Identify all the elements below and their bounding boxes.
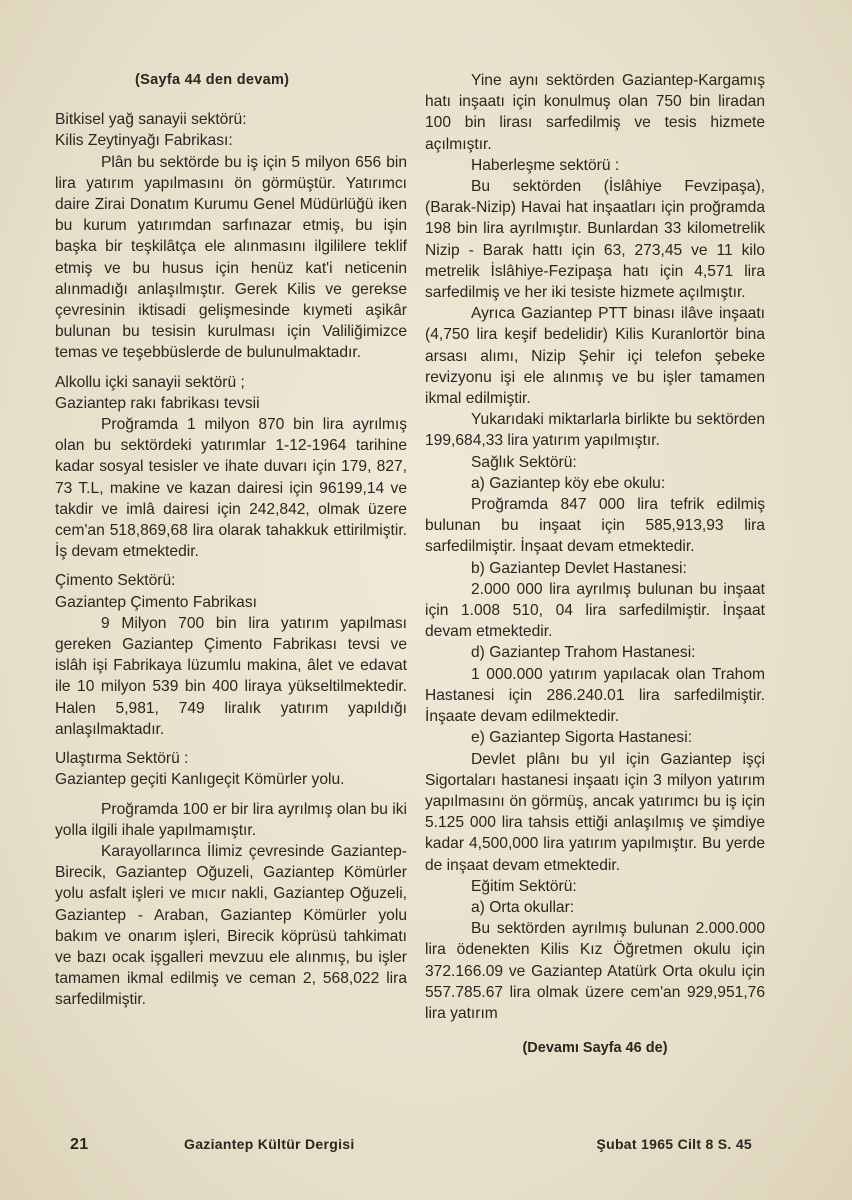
paragraph: Devlet plânı bu yıl için Gaziantep işçi Sigortaları hastanesi inşaatı için 3 milyon yatırım yapılmasını ön görmüş, ancak yatırımcı bu iş için 5.125 000 lira tahsis ettiği anlaşılmış ve şimdiye kadar 4,500,000 lira yatırım yapılmıştır. Bu yerde de inşaat devam etmektedir. [425,750,765,874]
paragraph: Alkollu içki sanayii sektörü ; [55,373,245,391]
paragraph: Karayollarınca İlimiz çevresinde Gaziantep-Birecik, Gaziantep Oğuzeli, Gaziantep Kömürler yolu asfalt işleri ve mıcır nakli, Gaziantep Oğuzeli, Gaziantep - Araban, Gaziantep Kömürler yolu bakım ve onarım işleri, Birecik köprüsü tahkimatı ve bazı ocak işgalleri mevzuu ele alınmış, bu işler tamamen ikmal edilmiş ve ceman 2, 568,022 lira sarfedilmiştir. [55,842,407,1009]
paragraph: Gaziantep geçiti Kanlıgeçit Kömürler yolu. [55,771,345,789]
paragraph: Proğramda 1 milyon 870 bin lira ayrılmış olan bu sektördeki yatırımlar 1-12-1964 tarihine kadar sosyal tesisler ve ihate duvarı için 179, 827, 73 T.L, makine ve kazan dairesi için 96199,14 ve takdir ve imlâ dairesi için 242,842, olmak üzere cem'an 518,869,68 lira olarak tahakkuk ettirilmiştir. İş devam etmektedir. [55,416,407,561]
left-column [55,70,407,1011]
paragraph: Bitkisel yağ sanayii sektörü: [55,111,247,129]
right-column [425,70,765,1059]
paragraph: Ulaştırma Sektörü : [55,750,189,768]
paragraph: Yine aynı sektörden Gaziantep-Kargamış hatı inşaatı için konulmuş olan 750 bin liradan 100 bin lirası sarfedilmiş ve tesis hizmete açılmıştır. [425,72,765,153]
paragraph: Plân bu sektörde bu iş için 5 milyon 656 bin lira yatırım yapılmasını ön görmüştür. Yatırımcı daire Zirai Donatım Kurumu Genel Müdürlüğü iken bu kurum yatırımdan sarfınazar etmiş, bu işin başka bir teşkilâtça ele alınmasını ilgililere teklif etmiş ve bu husus için henüz kat'i neticenin alınmadığı anlaşılmıştır. Gerek Kilis ve gerekse çevresinin iktisadi gelişmesinde kıymeti aşikâr bulunan bu tesisin kurulması için Valiliğimizce temas ve teşebbüslerde de bulunulmaktadır. [55,153,407,362]
paragraph: b) Gaziantep Devlet Hastanesi: [471,559,687,577]
paragraph: e) Gaziantep Sigorta Hastanesi: [471,729,693,747]
paragraph: Bu sektörden (İslâhiye Fevzipaşa), (Barak-Nizip) Havai hat inşaatları için proğramda 198 bin lira ayrılmıştır. Bunlardan 33 kilometrelik Nizip - Barak hattı için 63, 273,45 ve 11 kilo metrelik İslâhiye-Fezipaşa hatı için 4,571 lira sarfedilmiş ve her iki tesiste hizmete açılmıştır. [425,178,765,302]
paragraph: 2.000 000 lira ayrılmış bulunan bu inşaat için 1.008 510, 04 lira sarfedilmiştir. İnşaat devam etmektedir. [425,580,765,641]
page-number: 21 [70,1136,89,1153]
paragraph: Kilis Zeytinyağı Fabrikası: [55,132,233,150]
continuation-note: (Devamı Sayfa 46 de) [522,1040,668,1057]
paragraph: Proğramda 847 000 lira tefrik edilmiş bulunan bu inşaat için 585,913,93 lira sarfedilmiştir. İnşaat devam etmektedir. [425,496,765,556]
paragraph: Çimento Sektörü: [55,572,176,590]
paragraph: Gaziantep rakı fabrikası tevsii [55,394,260,412]
paragraph: Gaziantep Çimento Fabrikası [55,593,257,611]
paragraph: Ayrıca Gaziantep PTT binası ilâve inşaatı (4,750 lira keşif bedelidir) Kilis Kuranlortör bina arsası alımı, Nizip Şehir içi telefon şebeke revizyonu işi ele alınmış ve bu işler tamamen ikmal edilmiştir. [425,305,765,408]
paragraph: Bu sektörden ayrılmış bulunan 2.000.000 lira ödenekten Kilis Kız Öğretmen okulu için 372.166.09 ve Gaziantep Atatürk Orta okulu için 557.785.67 lira olmak üzere cem'an 929,951,76 lira yatırım [425,920,765,1022]
paragraph: a) Gaziantep köy ebe okulu: [471,474,666,492]
right-column-body [425,70,765,1024]
paragraph: Haberleşme sektörü : [471,156,620,174]
paragraph: d) Gaziantep Trahom Hastanesi: [471,644,696,662]
paragraph: Proğramda 100 er bir lira ayrılmış olan bu iki yolla ilgili ihale yapılmamıştır. [55,800,407,839]
issue-info: Şubat 1965 Cilt 8 S. 45 [596,1136,752,1152]
journal-title: Gaziantep Kültür Dergisi [184,1136,355,1152]
paragraph: 9 Milyon 700 bin lira yatırım yapılması gereken Gaziantep Çimento Fabrikası tevsi ve islâh işi Fabrikaya lüzumlu makina, âlet ve edavat ile 10 milyon 539 bin 400 liraya yükseltilmektedir. Halen 5,981, 749 liralık yatırım yapıldığı anlaşılmaktadır. [55,614,407,738]
paragraph: Yukarıdaki miktarlarla birlikte bu sektörden 199,684,33 lira yatırım yapılmıştır. [425,411,765,450]
paragraph: a) Orta okullar: [471,898,575,916]
left-column-body [55,109,407,1010]
paragraph: 1 000.000 yatırım yapılacak olan Trahom Hastanesi için 286.240.01 lira sarfedilmiştir. İnşaate devam edilmektedir. [425,665,765,726]
paragraph: Eğitim Sektörü: [471,877,577,895]
continued-from-header: (Sayfa 44 den devam) [135,72,290,88]
paragraph: Sağlık Sektörü: [471,453,577,471]
